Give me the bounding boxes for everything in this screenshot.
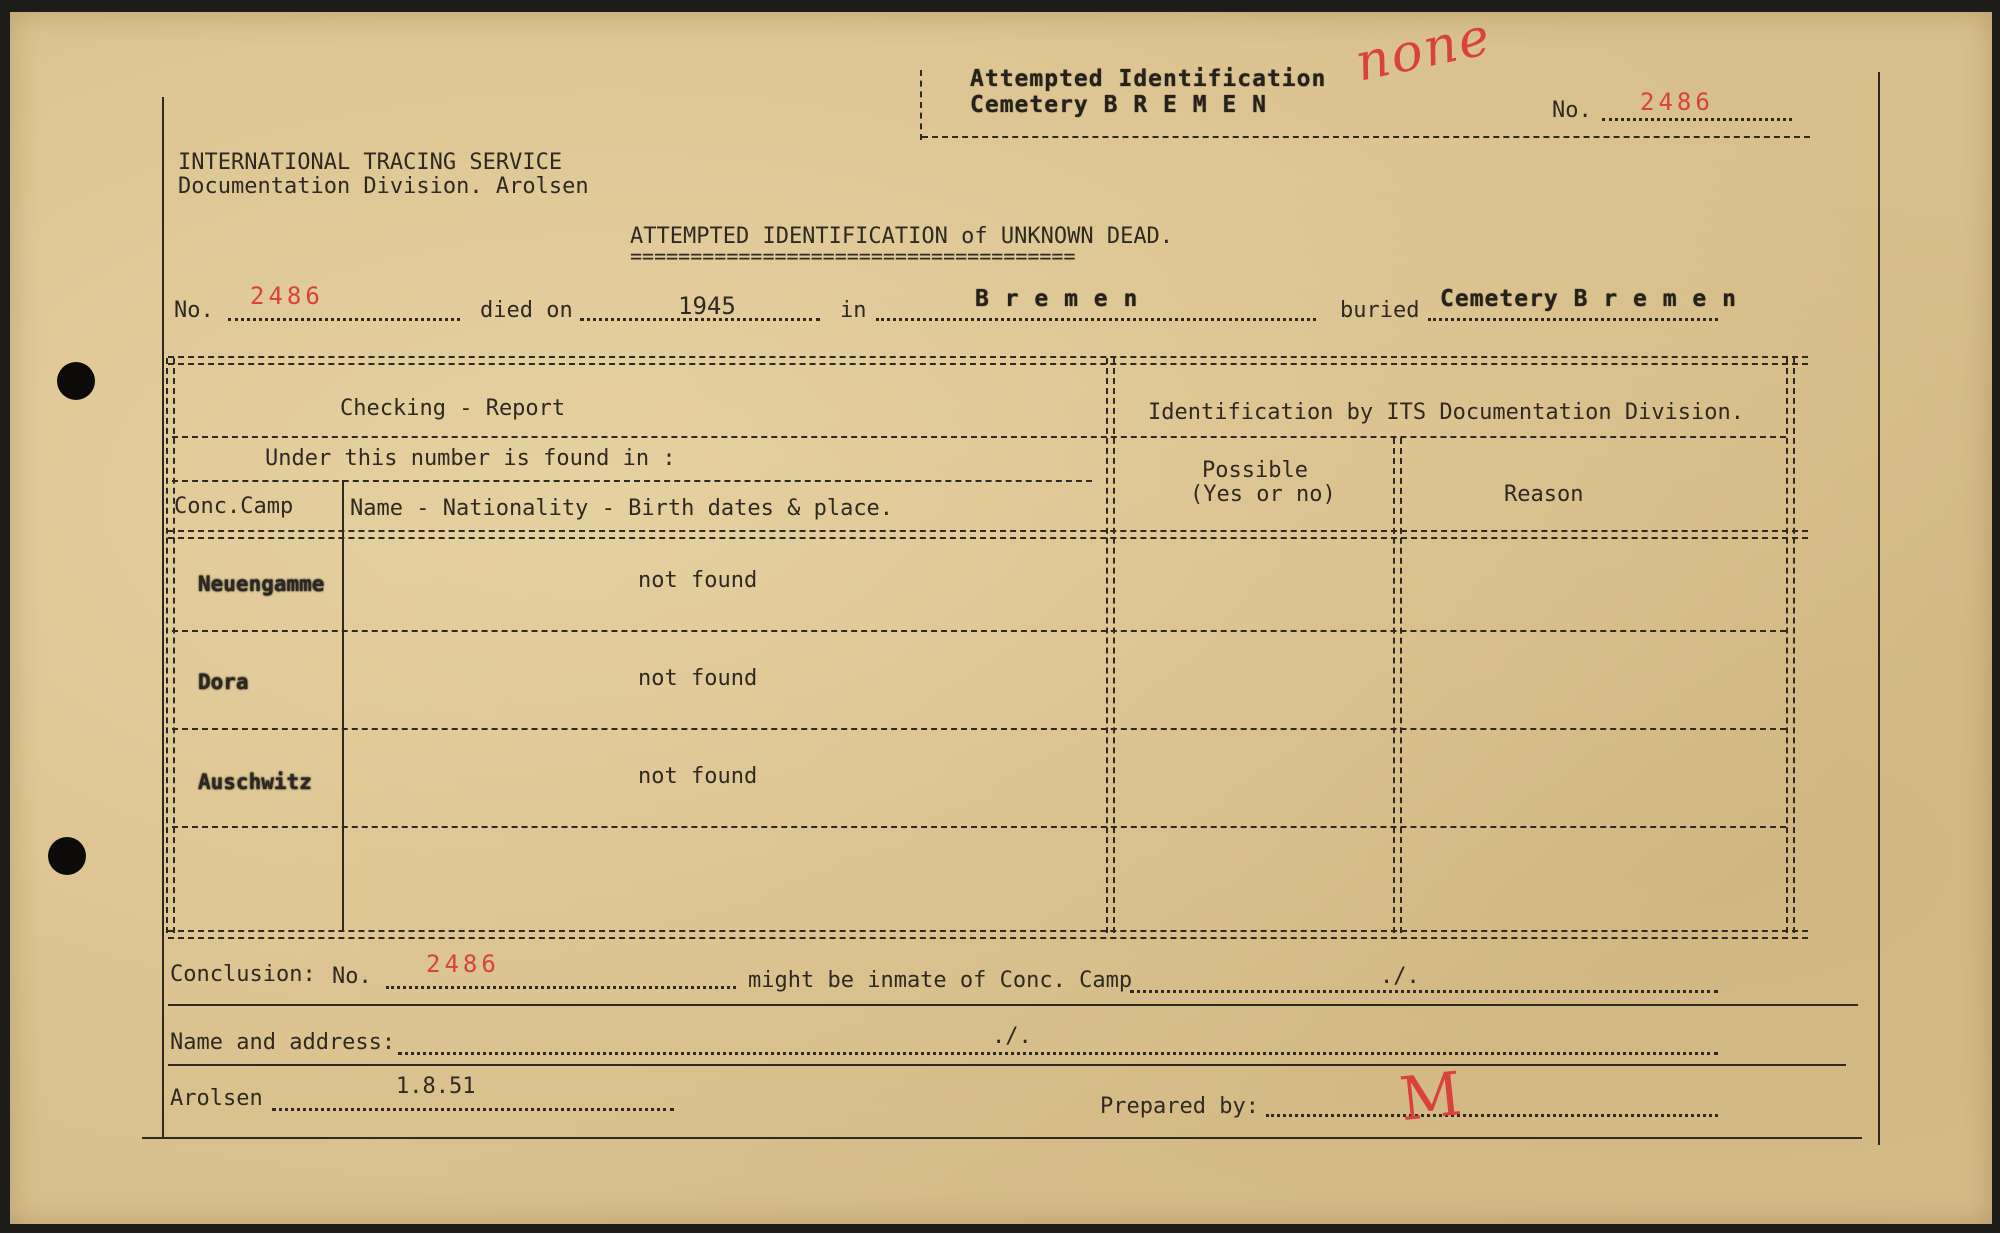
might-be-label: might be inmate of Conc. Camp: [748, 968, 1133, 993]
name-address-value: ./.: [992, 1024, 1032, 1049]
arolsen-dots: [272, 1108, 674, 1111]
table-middle-divider: [1106, 358, 1115, 933]
row-2-camp: Dora: [198, 670, 249, 694]
row-rule-3: [172, 826, 1786, 828]
col-header-possible-2: (Yes or no): [1190, 482, 1336, 507]
camp-value: ./.: [1380, 964, 1420, 989]
stamp-box-bottom: [922, 136, 1810, 138]
prepared-label: Prepared by:: [1100, 1094, 1259, 1119]
stamp-line-1: Attempted Identification: [970, 66, 1327, 92]
conclusion-no-value: 2486: [426, 950, 500, 978]
name-address-dots: [398, 1052, 1718, 1055]
punch-hole-bottom: [48, 837, 86, 875]
checking-report-rule: [172, 436, 1786, 438]
conclusion-no-dots: [386, 986, 736, 989]
col-header-reason: Reason: [1504, 482, 1584, 507]
checking-report-header: Checking - Report: [340, 396, 566, 421]
name-address-label: Name and address:: [170, 1030, 396, 1055]
prepared-dots: [1266, 1114, 1718, 1117]
org-division: Documentation Division. Arolsen: [178, 174, 589, 199]
frame-left-line: [162, 97, 164, 1137]
record-no-value: 2486: [250, 282, 324, 310]
died-value: 1945: [678, 292, 736, 320]
row-rule-1: [172, 630, 1786, 632]
table-header-rule: [168, 530, 1808, 539]
row-1-camp: Neuengamme: [198, 572, 325, 596]
prepared-initials: M: [1396, 1058, 1469, 1136]
table-possible-divider: [1393, 438, 1402, 933]
table-camp-divider: [342, 480, 344, 930]
frame-right-line: [1878, 72, 1880, 1145]
table-bottom-border: [168, 930, 1808, 939]
row-1-result: not found: [638, 568, 758, 593]
document-card: [10, 6, 1992, 1224]
buried-value: Cemetery B r e m e n: [1440, 286, 1737, 312]
frame-bottom-line: [142, 1137, 1862, 1139]
table-right-border: [1786, 358, 1795, 933]
punch-hole-top: [57, 362, 95, 400]
died-label: died on: [480, 298, 573, 323]
arolsen-date: 1.8.51: [396, 1074, 476, 1099]
place-value: B r e m e n: [975, 286, 1139, 312]
identification-header: Identification by ITS Documentation Division.: [1148, 400, 1745, 425]
record-no-dots: [228, 318, 460, 321]
row-3-result: not found: [638, 764, 758, 789]
stamp-box-left: [920, 70, 922, 140]
under-number-label: Under this number is found in :: [265, 446, 676, 471]
table-left-border: [166, 358, 175, 933]
col-header-camp: Conc.Camp: [174, 494, 294, 519]
document-title: ATTEMPTED IDENTIFICATION of UNKNOWN DEAD.: [630, 224, 1174, 249]
name-address-rule: [168, 1064, 1846, 1066]
header-no-value: 2486: [1640, 88, 1714, 116]
header-no-dots: [1602, 118, 1792, 121]
table-top-border: [168, 356, 1808, 365]
buried-dots: [1428, 318, 1718, 321]
org-name: INTERNATIONAL TRACING SERVICE: [178, 150, 563, 175]
conclusion-rule: [168, 1004, 1858, 1006]
conclusion-label: Conclusion:: [170, 962, 316, 987]
conclusion-no-label: No.: [332, 964, 372, 989]
handwritten-note: none: [1350, 6, 1497, 94]
stamp-line-2: Cemetery B R E M E N: [970, 92, 1267, 118]
row-rule-2: [172, 728, 1786, 730]
title-underline: =====================================: [630, 244, 1076, 268]
buried-label: buried: [1340, 298, 1420, 323]
col-header-name: Name - Nationality - Birth dates & place.: [350, 496, 894, 521]
row-2-result: not found: [638, 666, 758, 691]
row-3-camp: Auschwitz: [198, 770, 312, 794]
camp-dots: [1130, 990, 1718, 993]
place-dots: [876, 318, 1316, 321]
under-number-rule: [172, 480, 1092, 482]
arolsen-label: Arolsen: [170, 1086, 263, 1111]
in-label: in: [840, 298, 867, 323]
col-header-possible-1: Possible: [1202, 458, 1308, 483]
record-no-label: No.: [174, 298, 214, 323]
header-no-label: No.: [1552, 98, 1592, 123]
